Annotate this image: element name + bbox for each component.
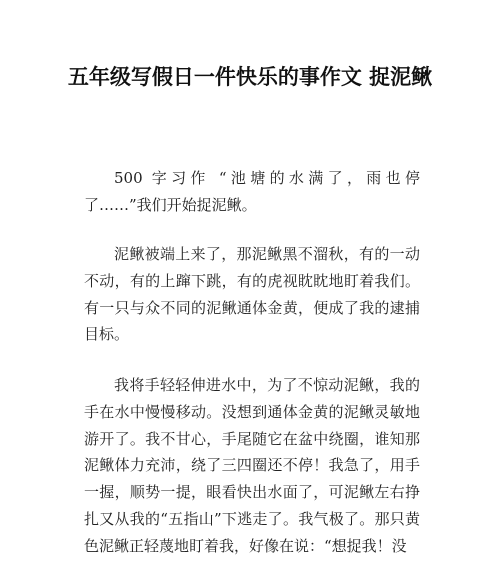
paragraph-3: 我将手轻轻伸进水中，为了不惊动泥鳅，我的手在水中慢慢移动。没想到通体金黄的泥鳅灵敏地游开了。我不甘心，手尾随它在盆中绕圈，谁知那泥鳅体力充沛，绕了三四圈还不停！我急了，用手一握，顺势一提，眼看快出水面了，可泥鳅左右挣扎又从我的“五指山”下逃走了。我气极了。那只黄色泥鳅正轻蔑地盯着我，好像在说：“想捉我！没	[84, 376, 420, 555]
article-title: 五年级写假日一件快乐的事作文 捉泥鳅	[67, 65, 433, 89]
paragraph-1: 500 字习作 “池塘的水满了，雨也停了……”我们开始捉泥鳅。	[84, 169, 420, 214]
paragraph-2: 泥鳅被端上来了，那泥鳅黑不溜秋，有的一动不动，有的上蹿下跳，有的虎视眈眈地盯着我们。有一只与众不同的泥鳅通体金黄，便成了我的逮捕目标。	[84, 245, 420, 344]
